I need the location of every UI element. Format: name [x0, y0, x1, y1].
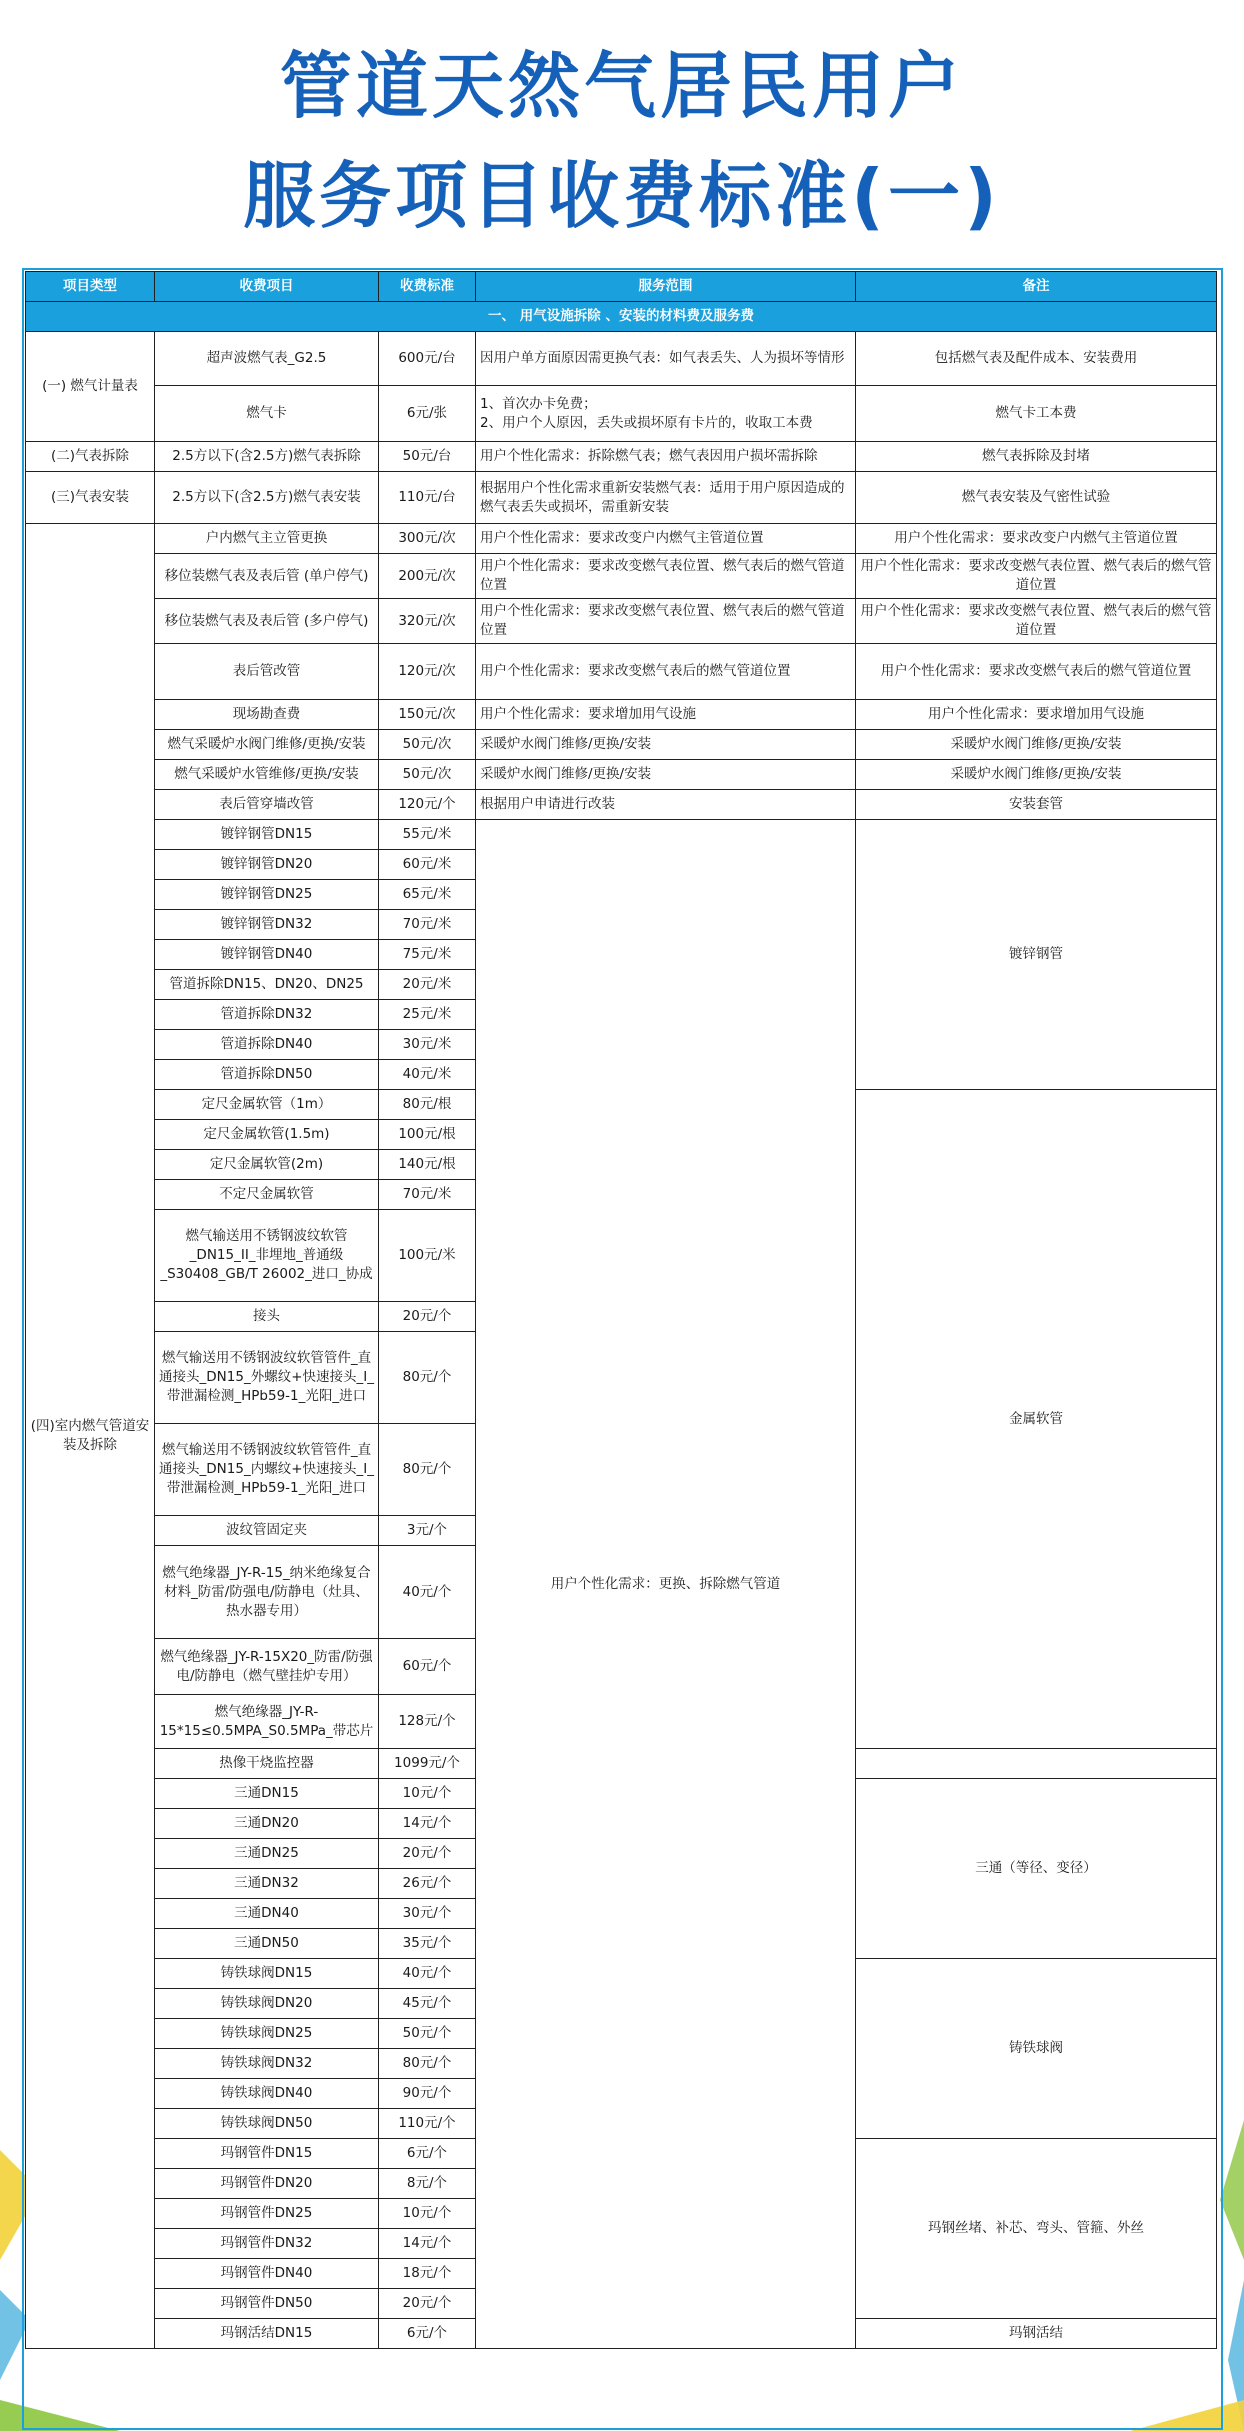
item-price: 100元/米 — [379, 1210, 476, 1302]
item-price: 20元/个 — [379, 2289, 476, 2319]
item-note: 燃气卡工本费 — [856, 386, 1217, 442]
item-name: 管道拆除DN32 — [155, 1000, 379, 1030]
table-row — [26, 442, 1217, 472]
item-note: 三通（等径、变径） — [856, 1779, 1217, 1959]
item-price: 30元/米 — [379, 1030, 476, 1060]
item-scope: 1、首次办卡免费； 2、用户个人原因，丢失或损坏原有卡片的，收取工本费 — [476, 386, 856, 442]
item-name: 镀锌钢管DN32 — [155, 910, 379, 940]
table-header-row — [26, 272, 1217, 302]
item-name: 2.5方以下(含2.5方)燃气表拆除 — [155, 442, 379, 472]
item-name: 定尺金属软管(2m) — [155, 1150, 379, 1180]
item-scope: 根据用户申请进行改装 — [476, 790, 856, 820]
item-price: 80元/个 — [379, 2049, 476, 2079]
item-name: 铸铁球阀DN20 — [155, 1989, 379, 2019]
table-row — [26, 554, 1217, 599]
item-name: 镀锌钢管DN25 — [155, 880, 379, 910]
item-price: 50元/个 — [379, 2019, 476, 2049]
item-name: 燃气输送用不锈钢波纹软管管件_直通接头_DN15_内螺纹+快速接头_I_带泄漏检测_HPb59-1_光阳_进口 — [155, 1424, 379, 1516]
item-name: 燃气输送用不锈钢波纹软管管件_直通接头_DN15_外螺纹+快速接头_I_带泄漏检测_HPb59-1_光阳_进口 — [155, 1332, 379, 1424]
page-title-line1: 管道天然气居民用户 — [279, 44, 964, 128]
item-name: 接头 — [155, 1302, 379, 1332]
item-scope: 用户个性化需求：要求增加用气设施 — [476, 700, 856, 730]
item-price: 1099元/个 — [379, 1749, 476, 1779]
item-name: 铸铁球阀DN40 — [155, 2079, 379, 2109]
item-note: 金属软管 — [856, 1090, 1217, 1749]
item-price: 40元/米 — [379, 1060, 476, 1090]
header-scope: 服务范围 — [476, 272, 856, 302]
item-price: 80元/根 — [379, 1090, 476, 1120]
item-name: 玛钢管件DN32 — [155, 2229, 379, 2259]
item-name: 三通DN40 — [155, 1899, 379, 1929]
item-price: 25元/米 — [379, 1000, 476, 1030]
item-scope: 根据用户个性化需求重新安装燃气表：适用于用户原因造成的燃气表丢失或损坏，需重新安装 — [476, 472, 856, 524]
item-name: 玛钢活结DN15 — [155, 2319, 379, 2349]
item-price: 3元/个 — [379, 1516, 476, 1546]
group-label-install: (三)气表安装 — [26, 472, 155, 524]
item-name: 表后管改管 — [155, 644, 379, 700]
item-price: 10元/个 — [379, 1779, 476, 1809]
item-note: 铸铁球阀 — [856, 1959, 1217, 2139]
materials-scope: 用户个性化需求：更换、拆除燃气管道 — [476, 820, 856, 2349]
table-row — [26, 730, 1217, 760]
item-price: 6元/个 — [379, 2319, 476, 2349]
item-name: 三通DN50 — [155, 1929, 379, 1959]
item-price: 20元/米 — [379, 970, 476, 1000]
item-name: 燃气输送用不锈钢波纹软管_DN15_II_非埋地_普通级_S30408_GB/T 26002_进口_协成 — [155, 1210, 379, 1302]
table-row — [26, 820, 1217, 850]
item-name: 燃气绝缘器_JY-R-15_纳米绝缘复合材料_防雷/防强电/防静电（灶具、热水器专用） — [155, 1546, 379, 1639]
item-name: 玛钢管件DN50 — [155, 2289, 379, 2319]
fee-table — [25, 271, 1217, 2349]
item-price: 18元/个 — [379, 2259, 476, 2289]
group-label-indoor-pipe: (四)室内燃气管道安装及拆除 — [26, 524, 155, 2349]
item-price: 80元/个 — [379, 1332, 476, 1424]
item-name: 镀锌钢管DN20 — [155, 850, 379, 880]
item-name: 定尺金属软管（1m） — [155, 1090, 379, 1120]
group-label-meter: (一) 燃气计量表 — [26, 332, 155, 442]
page-title-line2: 服务项目收费标准(一) — [243, 154, 1001, 238]
table-row — [26, 599, 1217, 644]
table-row — [26, 644, 1217, 700]
item-note: 采暖炉水阀门维修/更换/安装 — [856, 730, 1217, 760]
item-price: 100元/根 — [379, 1120, 476, 1150]
item-price: 120元/次 — [379, 644, 476, 700]
item-name: 燃气绝缘器_JY-R-15X20_防雷/防强电/防静电（燃气壁挂炉专用） — [155, 1639, 379, 1695]
item-name: 镀锌钢管DN15 — [155, 820, 379, 850]
item-note: 包括燃气表及配件成本、安装费用 — [856, 332, 1217, 386]
header-item: 收费项目 — [155, 272, 379, 302]
table-row — [26, 386, 1217, 442]
item-note: 用户个性化需求：要求改变户内燃气主管道位置 — [856, 524, 1217, 554]
item-price: 140元/根 — [379, 1150, 476, 1180]
group-label-removal: (二)气表拆除 — [26, 442, 155, 472]
item-price: 320元/次 — [379, 599, 476, 644]
item-price: 35元/个 — [379, 1929, 476, 1959]
item-name: 管道拆除DN15、DN20、DN25 — [155, 970, 379, 1000]
item-name: 管道拆除DN50 — [155, 1060, 379, 1090]
table-row — [26, 472, 1217, 524]
header-category: 项目类型 — [26, 272, 155, 302]
item-price: 60元/个 — [379, 1639, 476, 1695]
item-note: 用户个性化需求：要求改变燃气表位置、燃气表后的燃气管道位置 — [856, 599, 1217, 644]
item-name: 超声波燃气表_G2.5 — [155, 332, 379, 386]
item-note: 燃气表安装及气密性试验 — [856, 472, 1217, 524]
table-row — [26, 524, 1217, 554]
item-price: 110元/台 — [379, 472, 476, 524]
item-name: 玛钢管件DN15 — [155, 2139, 379, 2169]
item-price: 65元/米 — [379, 880, 476, 910]
item-name: 玛钢管件DN40 — [155, 2259, 379, 2289]
item-name: 移位装燃气表及表后管 (多户停气) — [155, 599, 379, 644]
header-note: 备注 — [856, 272, 1217, 302]
item-name: 铸铁球阀DN50 — [155, 2109, 379, 2139]
item-price: 150元/次 — [379, 700, 476, 730]
item-note-empty — [856, 1749, 1217, 1779]
item-name: 三通DN15 — [155, 1779, 379, 1809]
item-price: 14元/个 — [379, 1809, 476, 1839]
item-price: 6元/个 — [379, 2139, 476, 2169]
item-name: 玛钢管件DN20 — [155, 2169, 379, 2199]
item-price: 50元/台 — [379, 442, 476, 472]
item-price: 75元/米 — [379, 940, 476, 970]
table-body — [26, 332, 1217, 2349]
item-name: 铸铁球阀DN15 — [155, 1959, 379, 1989]
item-price: 8元/个 — [379, 2169, 476, 2199]
item-price: 40元/个 — [379, 1959, 476, 1989]
item-scope: 采暖炉水阀门维修/更换/安装 — [476, 760, 856, 790]
item-scope: 用户个性化需求：拆除燃气表；燃气表因用户损坏需拆除 — [476, 442, 856, 472]
item-price: 600元/台 — [379, 332, 476, 386]
section-title: 一、 用气设施拆除 、安装的材料费及服务费 — [26, 302, 1217, 332]
item-name: 定尺金属软管(1.5m) — [155, 1120, 379, 1150]
item-note: 玛钢活结 — [856, 2319, 1217, 2349]
item-price: 55元/米 — [379, 820, 476, 850]
item-name: 移位装燃气表及表后管 (单户停气) — [155, 554, 379, 599]
item-name: 表后管穿墙改管 — [155, 790, 379, 820]
item-price: 14元/个 — [379, 2229, 476, 2259]
item-price: 26元/个 — [379, 1869, 476, 1899]
item-scope: 因用户单方面原因需更换气表：如气表丢失、人为损坏等情形 — [476, 332, 856, 386]
item-price: 10元/个 — [379, 2199, 476, 2229]
item-price: 200元/次 — [379, 554, 476, 599]
item-price: 50元/次 — [379, 760, 476, 790]
item-price: 70元/米 — [379, 1180, 476, 1210]
item-note: 燃气表拆除及封堵 — [856, 442, 1217, 472]
item-price: 110元/个 — [379, 2109, 476, 2139]
item-price: 120元/个 — [379, 790, 476, 820]
item-name: 三通DN25 — [155, 1839, 379, 1869]
item-scope: 用户个性化需求：要求改变燃气表位置、燃气表后的燃气管道位置 — [476, 599, 856, 644]
table-row — [26, 760, 1217, 790]
item-scope: 采暖炉水阀门维修/更换/安装 — [476, 730, 856, 760]
item-name: 户内燃气主立管更换 — [155, 524, 379, 554]
item-note: 玛钢丝堵、补芯、弯头、管箍、外丝 — [856, 2139, 1217, 2319]
item-price: 300元/次 — [379, 524, 476, 554]
section-row — [26, 302, 1217, 332]
item-name: 波纹管固定夹 — [155, 1516, 379, 1546]
item-price: 50元/次 — [379, 730, 476, 760]
item-name: 镀锌钢管DN40 — [155, 940, 379, 970]
item-name: 铸铁球阀DN25 — [155, 2019, 379, 2049]
item-price: 128元/个 — [379, 1695, 476, 1749]
item-price: 80元/个 — [379, 1424, 476, 1516]
item-name: 三通DN32 — [155, 1869, 379, 1899]
item-note: 安装套管 — [856, 790, 1217, 820]
item-name: 热像干烧监控器 — [155, 1749, 379, 1779]
item-price: 60元/米 — [379, 850, 476, 880]
item-price: 45元/个 — [379, 1989, 476, 2019]
item-note: 用户个性化需求：要求改变燃气表位置、燃气表后的燃气管道位置 — [856, 554, 1217, 599]
item-name: 燃气绝缘器_JY-R-15*15≤0.5MPA_S0.5MPa_带芯片 — [155, 1695, 379, 1749]
item-note: 用户个性化需求：要求改变燃气表后的燃气管道位置 — [856, 644, 1217, 700]
table-row — [26, 332, 1217, 386]
item-price: 90元/个 — [379, 2079, 476, 2109]
item-name: 管道拆除DN40 — [155, 1030, 379, 1060]
item-name: 铸铁球阀DN32 — [155, 2049, 379, 2079]
table-row — [26, 700, 1217, 730]
item-note: 镀锌钢管 — [856, 820, 1217, 1090]
item-name: 燃气卡 — [155, 386, 379, 442]
item-name: 燃气采暖炉水阀门维修/更换/安装 — [155, 730, 379, 760]
item-price: 6元/张 — [379, 386, 476, 442]
item-name: 燃气采暖炉水管维修/更换/安装 — [155, 760, 379, 790]
item-price: 20元/个 — [379, 1839, 476, 1869]
item-price: 70元/米 — [379, 910, 476, 940]
item-scope: 用户个性化需求：要求改变燃气表位置、燃气表后的燃气管道位置 — [476, 554, 856, 599]
table-row — [26, 790, 1217, 820]
item-price: 30元/个 — [379, 1899, 476, 1929]
item-name: 三通DN20 — [155, 1809, 379, 1839]
header-price: 收费标准 — [379, 272, 476, 302]
item-price: 20元/个 — [379, 1302, 476, 1332]
item-note: 采暖炉水阀门维修/更换/安装 — [856, 760, 1217, 790]
item-name: 不定尺金属软管 — [155, 1180, 379, 1210]
item-name: 2.5方以下(含2.5方)燃气表安装 — [155, 472, 379, 524]
item-scope: 用户个性化需求：要求改变燃气表后的燃气管道位置 — [476, 644, 856, 700]
item-name: 玛钢管件DN25 — [155, 2199, 379, 2229]
item-note: 用户个性化需求：要求增加用气设施 — [856, 700, 1217, 730]
item-scope: 用户个性化需求：要求改变户内燃气主管道位置 — [476, 524, 856, 554]
item-price: 40元/个 — [379, 1546, 476, 1639]
item-name: 现场勘查费 — [155, 700, 379, 730]
